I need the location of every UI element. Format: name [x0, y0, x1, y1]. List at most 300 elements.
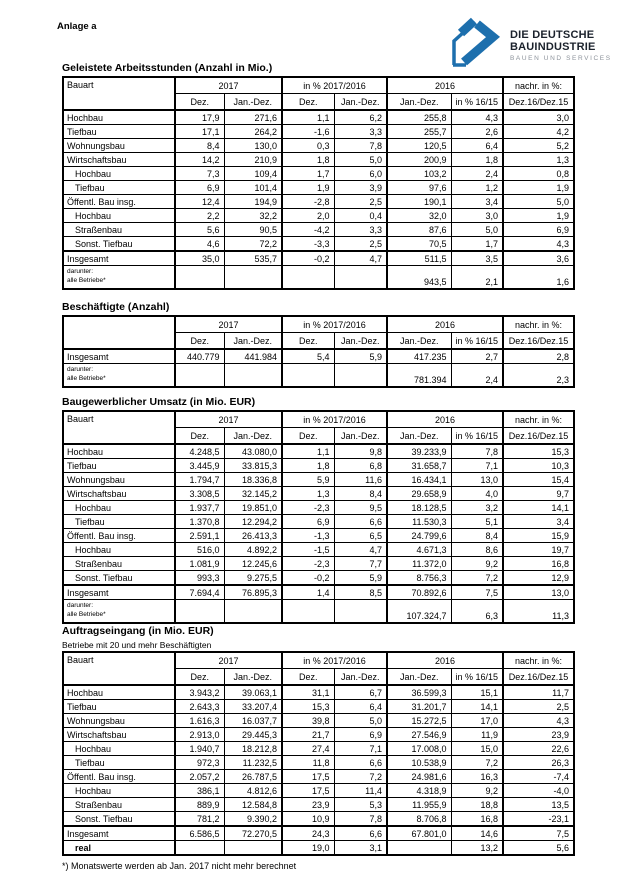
value-cell: 14,1	[451, 700, 503, 714]
value-cell: 3.308,5	[175, 487, 224, 501]
value-cell: 15,0	[451, 742, 503, 756]
table-row	[63, 181, 574, 195]
value-cell: 5,6	[175, 223, 224, 237]
row-label: Hochbau	[63, 444, 175, 459]
value-cell	[334, 600, 387, 624]
value-cell: 8,5	[334, 585, 387, 600]
value-cell: 87,6	[387, 223, 451, 237]
value-cell: 6,4	[451, 139, 503, 153]
table-row	[63, 237, 574, 252]
row-label: Hochbau	[63, 501, 175, 515]
value-cell	[224, 266, 282, 290]
value-cell: 781,2	[175, 812, 224, 827]
logo-line-1: DIE DEUTSCHE	[510, 29, 595, 41]
value-cell: -1,3	[282, 529, 334, 543]
value-cell: 21,7	[282, 728, 334, 742]
value-cell: 255,7	[387, 125, 451, 139]
value-cell: 3,1	[334, 841, 387, 856]
row-label: Straßenbau	[63, 223, 175, 237]
value-cell: 19,7	[503, 543, 574, 557]
value-cell: 2.643,3	[175, 700, 224, 714]
value-cell: 14,6	[451, 826, 503, 841]
value-cell: 6,0	[334, 167, 387, 181]
column-header-bauart: Bauart	[63, 652, 175, 685]
table-row	[63, 756, 574, 770]
value-cell: 67.801,0	[387, 826, 451, 841]
column-group-header: 2016	[387, 316, 503, 333]
value-cell: 18.212,8	[224, 742, 282, 756]
value-cell: 12,9	[503, 571, 574, 586]
row-label-line: darunter:	[67, 268, 94, 275]
table-row	[63, 600, 574, 624]
table-row	[63, 700, 574, 714]
value-cell: 2.591,1	[175, 529, 224, 543]
value-cell: 889,9	[175, 798, 224, 812]
column-subheader: Jan.-Dez.	[387, 428, 451, 445]
table-row	[63, 444, 574, 459]
value-cell: -2,3	[282, 557, 334, 571]
table-row	[63, 557, 574, 571]
value-cell: 2,6	[451, 125, 503, 139]
column-group-header: 2017	[175, 316, 282, 333]
value-cell: 72.270,5	[224, 826, 282, 841]
value-cell: 190,1	[387, 195, 451, 209]
value-cell: 24.799,6	[387, 529, 451, 543]
value-cell: 4.892,2	[224, 543, 282, 557]
row-label: Insgesamt	[63, 585, 175, 600]
table-row	[63, 349, 574, 364]
table-row	[63, 714, 574, 728]
row-label: Tiefbau	[63, 515, 175, 529]
house-logo-icon	[448, 16, 504, 70]
row-label: Hochbau	[63, 784, 175, 798]
value-cell: 3,5	[451, 251, 503, 266]
table-row	[63, 770, 574, 784]
table-row	[63, 571, 574, 586]
table-umsatz	[62, 410, 575, 624]
value-cell: 2.913,0	[175, 728, 224, 742]
value-cell: 12.584,8	[224, 798, 282, 812]
value-cell: 32.145,2	[224, 487, 282, 501]
value-cell: 11,6	[334, 473, 387, 487]
value-cell: 4,7	[334, 251, 387, 266]
value-cell: 7,8	[334, 812, 387, 827]
value-cell: -2,8	[282, 195, 334, 209]
value-cell: 3,9	[334, 181, 387, 195]
value-cell: 6,9	[282, 515, 334, 529]
value-cell: 4,3	[503, 237, 574, 252]
bauindustrie-logo	[448, 16, 612, 70]
value-cell: 511,5	[387, 251, 451, 266]
row-label	[63, 266, 175, 290]
value-cell: 4.812,6	[224, 784, 282, 798]
value-cell: 4,0	[451, 487, 503, 501]
column-subheader: in % 16/15	[451, 428, 503, 445]
value-cell	[334, 364, 387, 388]
row-label: Öffentl. Bau insg.	[63, 529, 175, 543]
column-subheader: Dez.16/Dez.15	[503, 428, 574, 445]
table-row	[63, 209, 574, 223]
value-cell: 2,4	[451, 364, 503, 388]
value-cell: -1,5	[282, 543, 334, 557]
value-cell: 70,5	[387, 237, 451, 252]
value-cell: 6,9	[175, 181, 224, 195]
value-cell: 1.794,7	[175, 473, 224, 487]
logo-line-2: BAUINDUSTRIE	[510, 40, 596, 53]
row-label: Tiefbau	[63, 459, 175, 473]
column-subheader: Jan.-Dez.	[387, 333, 451, 350]
column-subheader: Dez.	[282, 94, 334, 111]
value-cell: 6,6	[334, 826, 387, 841]
table-row	[63, 515, 574, 529]
value-cell: 1,9	[282, 181, 334, 195]
value-cell: 130,0	[224, 139, 282, 153]
value-cell: 3,3	[334, 125, 387, 139]
value-cell: 2,0	[282, 209, 334, 223]
value-cell: 6.586,5	[175, 826, 224, 841]
value-cell: 8,4	[451, 529, 503, 543]
value-cell: 3,6	[503, 251, 574, 266]
row-label: Tiefbau	[63, 700, 175, 714]
value-cell	[387, 841, 451, 856]
value-cell: 441.984	[224, 349, 282, 364]
logo-tagline: BAUEN UND SERVICES	[510, 55, 612, 62]
value-cell: -3,3	[282, 237, 334, 252]
row-label: Öffentl. Bau insg.	[63, 770, 175, 784]
table-row	[63, 125, 574, 139]
table-row	[63, 784, 574, 798]
column-subheader: Jan.-Dez.	[224, 669, 282, 686]
table-row	[63, 841, 574, 856]
section-title-auftragseingang: Auftragseingang (in Mio. EUR)	[62, 625, 214, 637]
value-cell: 12,4	[175, 195, 224, 209]
row-label: Hochbau	[63, 685, 175, 700]
value-cell: 9,2	[451, 557, 503, 571]
value-cell: 210,9	[224, 153, 282, 167]
column-group-header: in % 2017/2016	[282, 411, 387, 428]
row-label: Straßenbau	[63, 557, 175, 571]
value-cell: -4,0	[503, 784, 574, 798]
value-cell: 6,4	[334, 700, 387, 714]
value-cell: 16.434,1	[387, 473, 451, 487]
table-row	[63, 195, 574, 209]
value-cell: 2,4	[451, 167, 503, 181]
value-cell: 1,2	[451, 181, 503, 195]
value-cell: 19,0	[282, 841, 334, 856]
value-cell: 32,0	[387, 209, 451, 223]
value-cell: 5,4	[282, 349, 334, 364]
value-cell: 3,0	[451, 209, 503, 223]
value-cell: 29.445,3	[224, 728, 282, 742]
value-cell: 781.394	[387, 364, 451, 388]
value-cell: 1,1	[282, 444, 334, 459]
table-row	[63, 473, 574, 487]
value-cell: 3,0	[503, 110, 574, 125]
value-cell: 2,1	[451, 266, 503, 290]
value-cell: 2,5	[334, 237, 387, 252]
value-cell: 7,2	[451, 571, 503, 586]
value-cell: 1,7	[282, 167, 334, 181]
value-cell: 109,4	[224, 167, 282, 181]
row-label: Hochbau	[63, 742, 175, 756]
row-label	[63, 364, 175, 388]
value-cell: 5,2	[503, 139, 574, 153]
column-subheader: Dez.	[175, 94, 224, 111]
column-subheader: Jan.-Dez.	[387, 94, 451, 111]
value-cell: 76.895,3	[224, 585, 282, 600]
value-cell: 18.128,5	[387, 501, 451, 515]
value-cell: 535,7	[224, 251, 282, 266]
value-cell: 15,3	[503, 444, 574, 459]
column-subheader: Dez.16/Dez.15	[503, 333, 574, 350]
value-cell: 13,5	[503, 798, 574, 812]
value-cell: 2,5	[503, 700, 574, 714]
value-cell: 6,6	[334, 515, 387, 529]
page-annotation: Anlage a	[57, 21, 97, 32]
value-cell: 27.546,9	[387, 728, 451, 742]
table-row	[63, 501, 574, 515]
value-cell: 5,0	[334, 714, 387, 728]
value-cell: 255,8	[387, 110, 451, 125]
column-group-header: 2017	[175, 652, 282, 669]
value-cell: 101,4	[224, 181, 282, 195]
value-cell: 200,9	[387, 153, 451, 167]
value-cell: 16,3	[451, 770, 503, 784]
table-beschaeftigte	[62, 315, 575, 388]
value-cell: 11.530,3	[387, 515, 451, 529]
value-cell: 31,1	[282, 685, 334, 700]
value-cell: 7,7	[334, 557, 387, 571]
row-label: Wirtschaftsbau	[63, 487, 175, 501]
value-cell: 0,8	[503, 167, 574, 181]
column-subheader: Dez.	[282, 428, 334, 445]
value-cell: 6,6	[334, 756, 387, 770]
table-row	[63, 364, 574, 388]
value-cell	[334, 266, 387, 290]
value-cell: 6,2	[334, 110, 387, 125]
value-cell: 8.756,3	[387, 571, 451, 586]
value-cell: 1,9	[503, 181, 574, 195]
table-row	[63, 742, 574, 756]
column-subheader: in % 16/15	[451, 333, 503, 350]
table-row	[63, 685, 574, 700]
row-label: Hochbau	[63, 543, 175, 557]
value-cell: 7,2	[334, 770, 387, 784]
value-cell	[282, 600, 334, 624]
section-subtitle-auftragseingang: Betriebe mit 20 und mehr Beschäftigten	[62, 640, 212, 650]
row-label: Hochbau	[63, 167, 175, 181]
column-group-header: nachr. in %:	[503, 652, 574, 669]
value-cell: 9,5	[334, 501, 387, 515]
value-cell: 7,8	[334, 139, 387, 153]
footnote: *) Monatswerte werden ab Jan. 2017 nicht mehr berechnet	[62, 861, 297, 871]
value-cell: 11,7	[503, 685, 574, 700]
value-cell: 440.779	[175, 349, 224, 364]
value-cell: 194,9	[224, 195, 282, 209]
value-cell: 1.370,8	[175, 515, 224, 529]
value-cell: 5,3	[334, 798, 387, 812]
table-row	[63, 826, 574, 841]
value-cell: 17,1	[175, 125, 224, 139]
value-cell: 13,2	[451, 841, 503, 856]
column-header-bauart	[63, 316, 175, 349]
value-cell: 5,0	[451, 223, 503, 237]
value-cell: -7,4	[503, 770, 574, 784]
value-cell: 13,0	[451, 473, 503, 487]
table-row	[63, 529, 574, 543]
value-cell: 17,9	[175, 110, 224, 125]
value-cell: 11,3	[503, 600, 574, 624]
value-cell: 17,5	[282, 784, 334, 798]
column-subheader: Dez.16/Dez.15	[503, 669, 574, 686]
column-subheader: in % 16/15	[451, 669, 503, 686]
column-group-header: nachr. in %:	[503, 77, 574, 94]
value-cell: 27,4	[282, 742, 334, 756]
value-cell: 107.324,7	[387, 600, 451, 624]
value-cell: 1,3	[503, 153, 574, 167]
value-cell: 1,7	[451, 237, 503, 252]
value-cell: 3,4	[451, 195, 503, 209]
table-auftragseingang	[62, 651, 575, 856]
row-label: Insgesamt	[63, 826, 175, 841]
value-cell: 17,5	[282, 770, 334, 784]
value-cell: 35,0	[175, 251, 224, 266]
row-label	[63, 600, 175, 624]
row-label: Wirtschaftsbau	[63, 728, 175, 742]
value-cell: 12.245,6	[224, 557, 282, 571]
value-cell: 5,9	[334, 349, 387, 364]
value-cell: 1,8	[282, 459, 334, 473]
value-cell: 15.272,5	[387, 714, 451, 728]
value-cell: 29.658,9	[387, 487, 451, 501]
table-row	[63, 251, 574, 266]
section-title-arbeitsstunden: Geleistete Arbeitsstunden (Anzahl in Mio.)	[62, 62, 273, 74]
row-label-line: alle Betriebe*	[67, 276, 106, 284]
row-label: Tiefbau	[63, 181, 175, 195]
value-cell: 39.233,9	[387, 444, 451, 459]
value-cell: 15,1	[451, 685, 503, 700]
value-cell: 16,8	[503, 557, 574, 571]
table-row	[63, 139, 574, 153]
row-label: Sonst. Tiefbau	[63, 571, 175, 586]
value-cell: 36.599,3	[387, 685, 451, 700]
column-header-bauart: Bauart	[63, 77, 175, 110]
value-cell: 1,6	[503, 266, 574, 290]
row-label: real	[63, 841, 175, 856]
column-group-header: nachr. in %:	[503, 411, 574, 428]
value-cell: 271,6	[224, 110, 282, 125]
value-cell: 2,5	[334, 195, 387, 209]
value-cell	[282, 266, 334, 290]
row-label: Insgesamt	[63, 251, 175, 266]
value-cell: 39,8	[282, 714, 334, 728]
table-row	[63, 728, 574, 742]
row-label-line: alle Betriebe*	[67, 374, 106, 382]
value-cell: 23,9	[503, 728, 574, 742]
value-cell: 16.037,7	[224, 714, 282, 728]
logo-text	[510, 16, 612, 62]
column-subheader: Jan.-Dez.	[334, 94, 387, 111]
value-cell: 103,2	[387, 167, 451, 181]
value-cell: 11.232,5	[224, 756, 282, 770]
value-cell: 5,1	[451, 515, 503, 529]
value-cell: 3.943,2	[175, 685, 224, 700]
row-label: Sonst. Tiefbau	[63, 812, 175, 827]
value-cell: 6,8	[334, 459, 387, 473]
column-subheader: in % 16/15	[451, 94, 503, 111]
value-cell: 24,3	[282, 826, 334, 841]
value-cell: 972,3	[175, 756, 224, 770]
column-subheader: Dez.	[175, 428, 224, 445]
column-group-header: nachr. in %:	[503, 316, 574, 333]
value-cell: 43.080,0	[224, 444, 282, 459]
row-label-line: darunter:	[67, 366, 94, 373]
column-header-bauart: Bauart	[63, 411, 175, 444]
value-cell: 32,2	[224, 209, 282, 223]
value-cell: 18.336,8	[224, 473, 282, 487]
value-cell: 15,9	[503, 529, 574, 543]
value-cell: 4,6	[175, 237, 224, 252]
value-cell: 1.937,7	[175, 501, 224, 515]
value-cell: 7,5	[451, 585, 503, 600]
value-cell: 11,4	[334, 784, 387, 798]
value-cell: 4.318,9	[387, 784, 451, 798]
value-cell: 11,9	[451, 728, 503, 742]
value-cell: 417.235	[387, 349, 451, 364]
column-subheader: Dez.	[282, 333, 334, 350]
table-row	[63, 487, 574, 501]
value-cell: 5,0	[503, 195, 574, 209]
value-cell: 11.372,0	[387, 557, 451, 571]
value-cell: 31.201,7	[387, 700, 451, 714]
value-cell: 1,4	[282, 585, 334, 600]
row-label: Wohnungsbau	[63, 714, 175, 728]
column-subheader: Jan.-Dez.	[334, 333, 387, 350]
column-subheader: Jan.-Dez.	[224, 333, 282, 350]
table-row	[63, 110, 574, 125]
column-subheader: Jan.-Dez.	[334, 428, 387, 445]
value-cell	[224, 364, 282, 388]
row-label: Wirtschaftsbau	[63, 153, 175, 167]
value-cell: 7,1	[451, 459, 503, 473]
value-cell: 33.815,3	[224, 459, 282, 473]
value-cell: 8.706,8	[387, 812, 451, 827]
value-cell: 2.057,2	[175, 770, 224, 784]
value-cell	[175, 364, 224, 388]
value-cell: -4,2	[282, 223, 334, 237]
value-cell: 120,5	[387, 139, 451, 153]
value-cell: 3,2	[451, 501, 503, 515]
value-cell: 993,3	[175, 571, 224, 586]
table-row	[63, 543, 574, 557]
value-cell: 26.787,5	[224, 770, 282, 784]
section-title-umsatz: Baugewerblicher Umsatz (in Mio. EUR)	[62, 396, 256, 408]
column-subheader: Jan.-Dez.	[387, 669, 451, 686]
value-cell: 1.081,9	[175, 557, 224, 571]
value-cell: 1,1	[282, 110, 334, 125]
row-label-line: alle Betriebe*	[67, 610, 106, 618]
value-cell: 26,3	[503, 756, 574, 770]
value-cell: 14,2	[175, 153, 224, 167]
value-cell: 8,4	[334, 487, 387, 501]
column-subheader: Dez.	[175, 669, 224, 686]
value-cell: 9.390,2	[224, 812, 282, 827]
value-cell: 1.940,7	[175, 742, 224, 756]
value-cell: -0,2	[282, 251, 334, 266]
value-cell: 2,8	[503, 349, 574, 364]
row-label: Hochbau	[63, 209, 175, 223]
value-cell	[282, 364, 334, 388]
